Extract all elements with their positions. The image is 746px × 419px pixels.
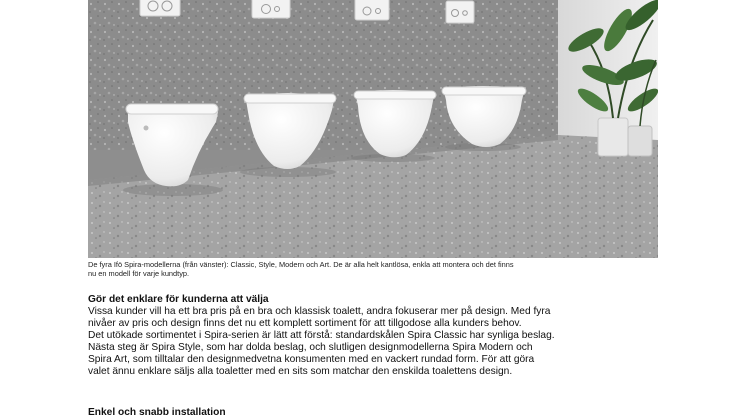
flush-plate-2 bbox=[252, 0, 290, 18]
caption-line-1: De fyra Ifö Spira-modellerna (från vänster): Classic, Style, Modern och Art. De är alla helt kantlösa, enkla att montera och det finns bbox=[88, 260, 514, 269]
flush-plate-4 bbox=[446, 1, 474, 23]
body-line: Nästa steg är Spira Style, som har dolda beslag, och slutligen designmodellerna Spira Modern och bbox=[88, 342, 533, 354]
section-title-installation: Enkel och snabb installation bbox=[88, 407, 226, 418]
section-title-choose: Gör det enklare för kunderna att välja bbox=[88, 294, 269, 305]
body-line: nivåer av pris och design finns det nu ett komplett sortiment för att tillgodose alla kunders behov. bbox=[88, 318, 522, 330]
body-line: Vissa kunder vill ha ett bra pris på en bra och klassisk toalett, andra fokuserar mer på design. Med fyra bbox=[88, 306, 551, 317]
flush-plate-1 bbox=[140, 0, 180, 16]
body-line: Spira Art, som tilltalar den designmedvetna konsumenten med en vackert rundad form. För att göra bbox=[88, 354, 535, 366]
product-photo bbox=[88, 0, 658, 258]
section-body-choose bbox=[88, 306, 668, 379]
body-line: valet ännu enklare säljs alla toaletter med en sits som matchar den enskilda toalettens design. bbox=[88, 366, 513, 378]
body-line: Det utökade sortimentet i Spira-serien är lätt att förstå: standardskålen Spira Classic har synliga beslag. bbox=[88, 330, 555, 342]
caption-line-2: nu en modell för varje kundtyp. bbox=[88, 269, 190, 278]
flush-plate-3 bbox=[355, 0, 389, 20]
photo-caption bbox=[88, 260, 663, 278]
